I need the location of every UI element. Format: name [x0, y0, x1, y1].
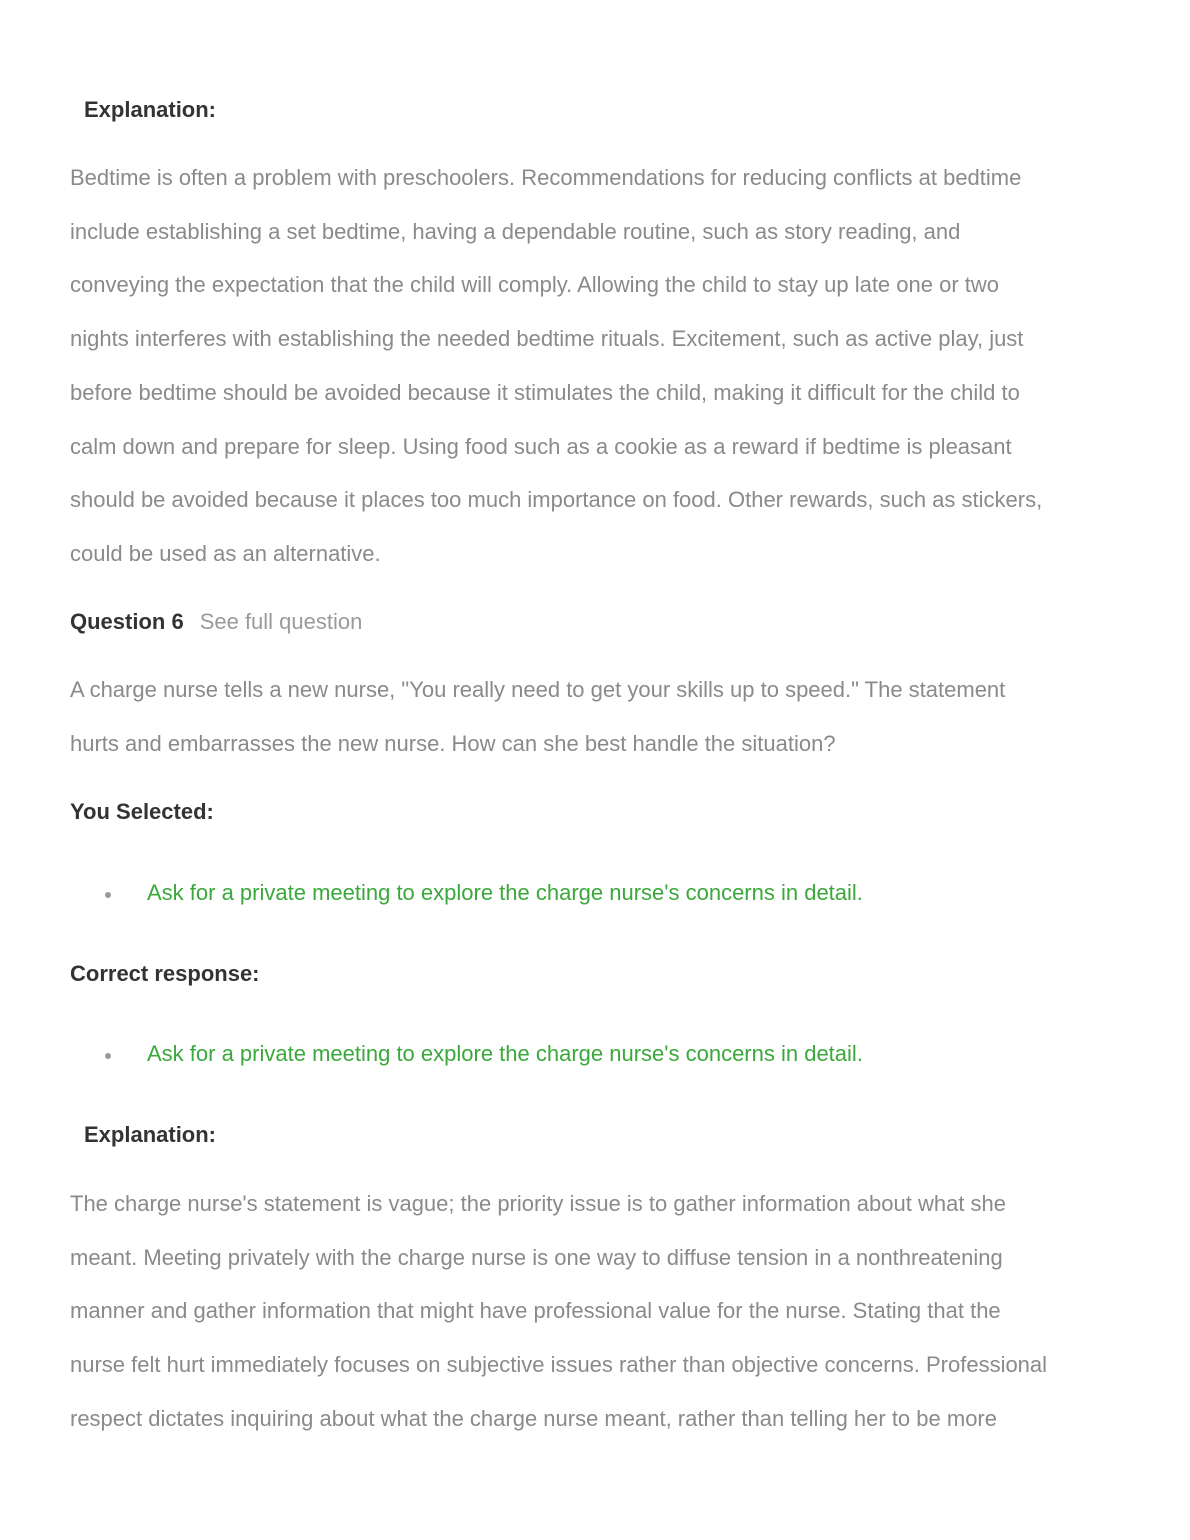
explanation-text — [70, 151, 1120, 581]
explanation-line: The charge nurse's statement is vague; the priority issue is to gather information about what she — [70, 1191, 1007, 1216]
see-full-question-link[interactable]: See full question — [199, 609, 363, 634]
explanation-line: manner and gather information that might have professional value for the nurse. Stating that the — [70, 1298, 1001, 1324]
explanation-line: nurse felt hurt immediately focuses on subjective issues rather than objective concerns. Professional — [70, 1352, 1048, 1378]
question-line: hurts and embarrasses the new nurse. How can she best handle the situation? — [70, 730, 836, 756]
explanation-line: could be used as an alternative. — [70, 540, 381, 566]
selected-answer-text: Ask for a private meeting to explore the charge nurse's concerns in detail. — [147, 880, 863, 905]
explanation-line: Bedtime is often a problem with preschoolers. Recommendations for reducing conflicts at bedtime — [70, 165, 1022, 190]
explanation-line: calm down and prepare for sleep. Using food such as a cookie as a reward if bedtime is pleasant — [70, 433, 1012, 459]
correct-answer-text: Ask for a private meeting to explore the charge nurse's concerns in detail. — [147, 1041, 863, 1066]
question-title: Question 6 — [70, 609, 184, 634]
explanation-line: respect dictates inquiring about what the charge nurse meant, rather than telling her to be more — [70, 1405, 997, 1431]
bullet-icon — [105, 1053, 111, 1059]
explanation-text — [70, 1177, 1120, 1446]
explanation-line: nights interferes with establishing the needed bedtime rituals. Excitement, such as active play, just — [70, 326, 1024, 352]
question-text — [70, 663, 1120, 770]
explanation-line: before bedtime should be avoided because it stimulates the child, making it difficult for the child to — [70, 379, 1020, 405]
explanation-line: meant. Meeting privately with the charge nurse is one way to diffuse tension in a nonthreatening — [70, 1244, 1003, 1270]
explanation-line: conveying the expectation that the child will comply. Allowing the child to stay up late one or two — [70, 272, 1000, 298]
explanation-heading: Explanation: — [84, 97, 217, 122]
bullet-icon — [105, 892, 111, 898]
you-selected-heading: You Selected: — [70, 799, 214, 824]
explanation-line: should be avoided because it places too much importance on food. Other rewards, such as stickers, — [70, 487, 1043, 513]
correct-response-heading: Correct response: — [70, 961, 260, 986]
question-header — [70, 609, 362, 635]
explanation-line: include establishing a set bedtime, having a dependable routine, such as story reading, and — [70, 218, 961, 244]
explanation-heading: Explanation: — [84, 1122, 217, 1147]
question-line: A charge nurse tells a new nurse, "You really need to get your skills up to speed." The statement — [70, 677, 1006, 702]
